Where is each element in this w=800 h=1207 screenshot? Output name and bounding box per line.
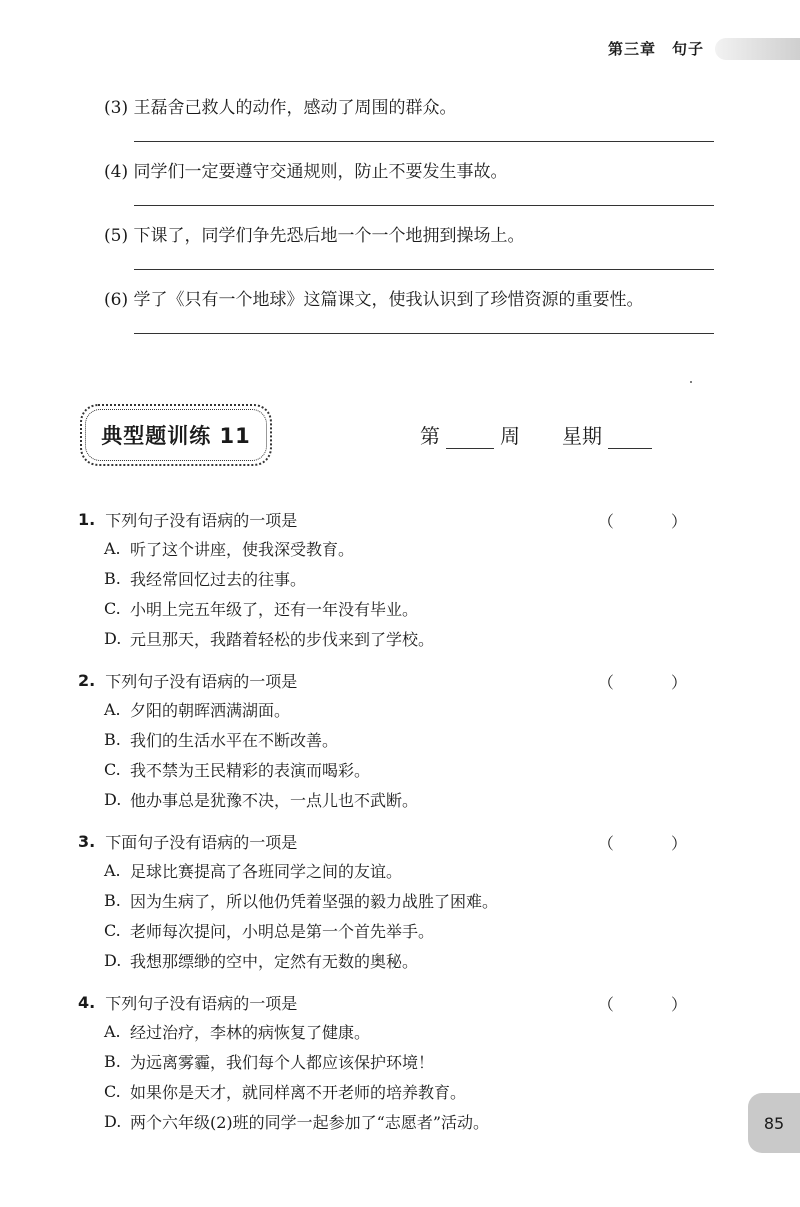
option-b: B. 为远离雾霾，我们每个人都应该保护环境！ — [104, 1051, 435, 1072]
option-b: B. 因为生病了，所以他仍凭着坚强的毅力战胜了困难。 — [104, 890, 499, 911]
sentence-number: (3) — [104, 98, 129, 118]
question — [78, 666, 718, 827]
question-stem: 下列句子没有语病的一项是 — [105, 993, 298, 1013]
option-d: D. 两个六年级(2)班的同学一起参加了“志愿者”活动。 — [104, 1111, 490, 1132]
question-number: 4. — [78, 992, 96, 1012]
option-a: A. 听了这个讲座，使我深受教育。 — [104, 538, 355, 559]
week-prefix: 第 — [420, 424, 440, 448]
option-a: A. 夕阳的朝晖洒满湖面。 — [104, 699, 291, 720]
weekday-label: 星期 — [562, 424, 602, 448]
weekday-blank[interactable] — [608, 426, 652, 449]
question — [78, 988, 718, 1149]
option-c: C. 小明上完五年级了，还有一年没有毕业。 — [104, 598, 419, 619]
page-header — [0, 36, 800, 66]
section-title: 典型题训练 11 — [101, 424, 251, 448]
answer-line[interactable] — [134, 141, 714, 142]
option-d: D. 他办事总是犹豫不决，一点儿也不武断。 — [104, 789, 419, 810]
option-list — [78, 694, 718, 814]
option-a: A. 经过治疗，李林的病恢复了健康。 — [104, 1021, 371, 1042]
answer-parentheses[interactable]: （ ） — [597, 512, 713, 531]
question-stem: 下列句子没有语病的一项是 — [105, 671, 298, 691]
option-d: D. 元旦那天，我踏着轻松的步伐来到了学校。 — [104, 628, 435, 649]
option-list — [78, 855, 718, 975]
question-stem: 下列句子没有语病的一项是 — [105, 510, 298, 530]
question — [78, 827, 718, 988]
chapter-title: 第三章 句子 — [607, 40, 704, 58]
week-label: 周 — [500, 424, 520, 448]
week-blank[interactable] — [446, 426, 494, 449]
section-title-badge — [80, 404, 272, 466]
option-c: C. 我不禁为王民精彩的表演而喝彩。 — [104, 759, 371, 780]
option-d: D. 我想那缥缈的空中，定然有无数的奥秘。 — [104, 950, 419, 971]
sentence-item — [104, 218, 714, 282]
option-list — [78, 1016, 718, 1136]
week-day-line — [420, 420, 652, 449]
answer-line[interactable] — [134, 333, 714, 334]
answer-parentheses[interactable]: （ ） — [597, 673, 713, 692]
sentence-text: 下课了，同学们争先恐后地一个一个地拥到操场上。 — [133, 226, 525, 246]
sentence-number: (5) — [104, 226, 129, 246]
answer-parentheses[interactable]: （ ） — [597, 834, 713, 853]
option-b: B. 我们的生活水平在不断改善。 — [104, 729, 339, 750]
question — [78, 505, 718, 666]
question-number: 3. — [78, 831, 96, 851]
answer-line[interactable] — [134, 205, 714, 206]
question-stem: 下面句子没有语病的一项是 — [105, 832, 298, 852]
option-a: A. 足球比赛提高了各班同学之间的友谊。 — [104, 860, 403, 881]
sentence-number: (4) — [104, 162, 129, 182]
question-number: 2. — [78, 670, 96, 690]
stray-dot — [690, 381, 692, 383]
page-number: 85 — [763, 1113, 785, 1133]
header-tab-decoration — [715, 38, 800, 60]
sentence-number: (6) — [104, 290, 129, 310]
answer-parentheses[interactable]: （ ） — [597, 995, 713, 1014]
answer-line[interactable] — [134, 269, 714, 270]
sentence-exercises — [104, 90, 714, 346]
sentence-item — [104, 90, 714, 154]
option-c: C. 老师每次提问，小明总是第一个首先举手。 — [104, 920, 435, 941]
sentence-text: 学了《只有一个地球》这篇课文，使我认识到了珍惜资源的重要性。 — [133, 290, 644, 310]
option-c: C. 如果你是天才，就同样离不开老师的培养教育。 — [104, 1081, 467, 1102]
sentence-item — [104, 154, 714, 218]
sentence-item — [104, 282, 714, 346]
question-number: 1. — [78, 509, 96, 529]
sentence-text: 王磊舍己救人的动作，感动了周围的群众。 — [133, 98, 457, 118]
option-b: B. 我经常回忆过去的往事。 — [104, 568, 307, 589]
option-list — [78, 533, 718, 653]
sentence-text: 同学们一定要遵守交通规则，防止不要发生事故。 — [133, 162, 508, 182]
page-number-tab — [748, 1093, 800, 1153]
question-list — [78, 505, 718, 1149]
